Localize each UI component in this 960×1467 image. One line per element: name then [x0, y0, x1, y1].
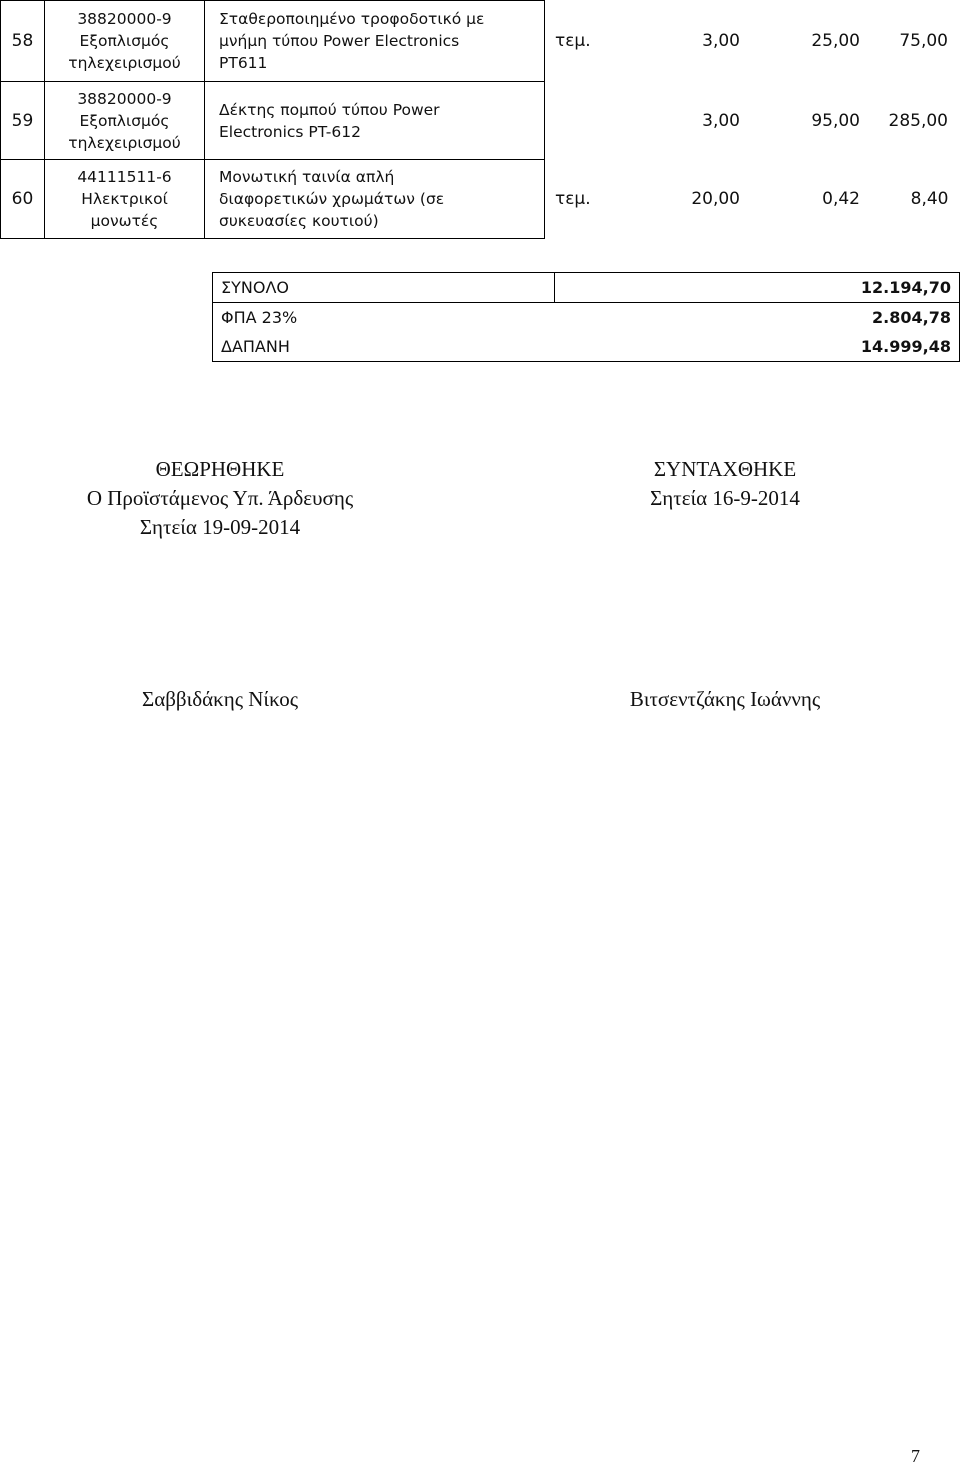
totals-label: ΣΥΝΟΛΟ: [213, 273, 555, 303]
reviewed-block: [40, 455, 400, 542]
code-line: 38820000-9: [45, 88, 204, 110]
code-line: 38820000-9: [45, 8, 204, 30]
totals-spacer: [555, 273, 804, 303]
item-price: 95,00: [740, 110, 860, 132]
item-description: [205, 1, 545, 82]
compiled-heading: ΣΥΝΤΑΧΘΗΚΕ: [580, 455, 870, 484]
desc-line: μνήμη τύπου Power Electronics: [219, 30, 544, 52]
item-unit: τεμ.: [545, 30, 630, 52]
item-description: [205, 82, 545, 160]
code-line: τηλεχειρισμού: [45, 52, 204, 74]
item-values: [545, 82, 960, 160]
item-total: 8,40: [860, 188, 960, 210]
code-line: Εξοπλισμός: [45, 30, 204, 52]
code-line: μονωτές: [45, 210, 204, 232]
item-description: [205, 160, 545, 239]
reviewed-date: Σητεία 19-09-2014: [40, 513, 400, 542]
item-quantity: 3,00: [630, 30, 740, 52]
desc-line: Σταθεροποιημένο τροφοδοτικό με: [219, 8, 544, 30]
desc-line: διαφορετικών χρωμάτων (σε: [219, 188, 544, 210]
code-line: Εξοπλισμός: [45, 110, 204, 132]
totals-spacer: [555, 303, 804, 333]
compiled-block: [580, 455, 870, 513]
item-code: [45, 82, 205, 160]
item-number: 59: [1, 82, 45, 160]
code-line: 44111511-6: [45, 166, 204, 188]
totals-value: 2.804,78: [803, 303, 960, 333]
page-number: 7: [911, 1446, 920, 1467]
item-values: [545, 1, 960, 82]
totals-row: [213, 332, 960, 362]
item-code: [45, 160, 205, 239]
item-quantity: 20,00: [630, 188, 740, 210]
desc-line: Δέκτης πομπού τύπου Power: [219, 99, 544, 121]
compiled-date: Σητεία 16-9-2014: [580, 484, 870, 513]
desc-line: Electronics PT-612: [219, 121, 544, 143]
table-row: [1, 82, 960, 160]
desc-line: Μονωτική ταινία απλή: [219, 166, 544, 188]
table-row: [1, 160, 960, 239]
totals-table: [212, 272, 960, 362]
item-total: 75,00: [860, 30, 960, 52]
totals-value: 14.999,48: [803, 332, 960, 362]
totals-label: ΦΠΑ 23%: [213, 303, 555, 333]
table-row: [1, 1, 960, 82]
compiler-name: Βιτσεντζάκης Ιωάννης: [580, 685, 870, 714]
item-quantity: 3,00: [630, 110, 740, 132]
item-values: [545, 160, 960, 239]
desc-line: συκευασίες κουτιού): [219, 210, 544, 232]
item-code: [45, 1, 205, 82]
totals-spacer: [555, 332, 804, 362]
totals-label: ΔΑΠΑΝΗ: [213, 332, 555, 362]
reviewed-heading: ΘΕΩΡΗΘΗΚΕ: [40, 455, 400, 484]
code-line: Ηλεκτρικοί: [45, 188, 204, 210]
item-price: 0,42: [740, 188, 860, 210]
item-unit: τεμ.: [545, 188, 630, 210]
item-number: 58: [1, 1, 45, 82]
item-price: 25,00: [740, 30, 860, 52]
totals-row: [213, 303, 960, 333]
totals-row: [213, 273, 960, 303]
reviewer-title: Ο Προϊστάμενος Υπ. Άρδευσης: [40, 484, 400, 513]
code-line: τηλεχειρισμού: [45, 132, 204, 154]
totals-value: 12.194,70: [803, 273, 960, 303]
items-table: [0, 0, 960, 239]
item-number: 60: [1, 160, 45, 239]
reviewer-name: Σαββιδάκης Νίκος: [60, 685, 380, 714]
desc-line: PT611: [219, 52, 544, 74]
item-total: 285,00: [860, 110, 960, 132]
